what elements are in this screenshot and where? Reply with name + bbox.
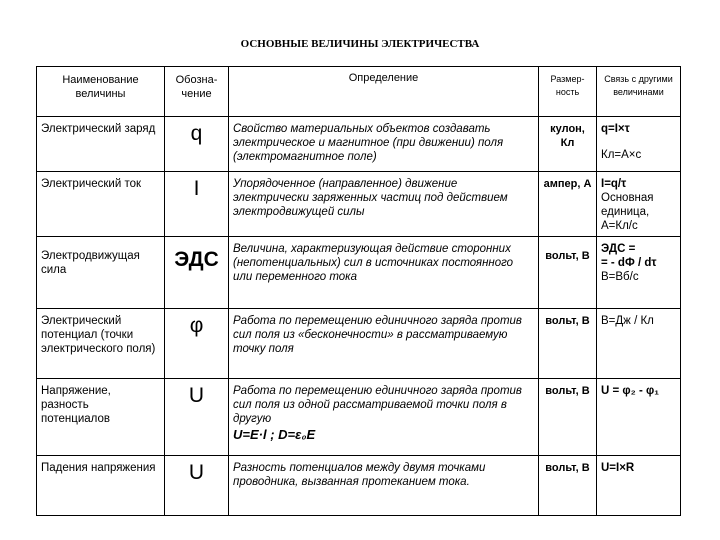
row-symbol: ЭДС [165,237,229,309]
table-row [37,117,681,172]
relation-line: В=Дж / Кл [601,315,654,327]
row-unit: кулон, Кл [539,117,597,172]
row-name: Напряжение, разность потенциалов [37,379,165,456]
row-relation [597,117,681,172]
row-name: Электрический потенциал (точки электрического поля) [37,309,165,379]
row-unit: вольт, В [539,309,597,379]
row-name: Падения напряжения [37,456,165,516]
row-symbol: U [165,456,229,516]
table-row [37,172,681,237]
row-symbol: U [165,379,229,456]
relation-line: Основная единица, А=Кл/с [601,192,654,232]
relation-line: q=I×τ [601,123,630,135]
relation-line: = - dФ / dτ [601,257,657,269]
relation-line: I=q/τ [601,178,627,190]
header-dimension: Размер- ность [539,67,597,117]
row-definition [229,379,539,456]
row-symbol: I [165,172,229,237]
row-relation [597,172,681,237]
quantities-table [36,66,681,516]
header-relation: Связь с другими величинами [597,67,681,117]
row-name: Электродвижущая сила [37,237,165,309]
row-definition: Упорядоченное (направленное) движение электрически заряженных частиц под действием электродвижущей силы [229,172,539,237]
header-symbol: Обозна- чение [165,67,229,117]
row-relation [597,379,681,456]
relation-line: В=Вб/с [601,271,639,283]
row-symbol: q [165,117,229,172]
row-unit: вольт, В [539,379,597,456]
row-unit: ампер, А [539,172,597,237]
relation-line: ЭДС = [601,243,636,255]
table-row [37,309,681,379]
row-relation [597,237,681,309]
definition-formula: U=E·l ; D=ε₀E [233,427,316,442]
row-name: Электрический заряд [37,117,165,172]
header-definition: Определение [229,67,539,117]
relation-line: U=I×R [601,462,635,474]
row-name: Электрический ток [37,172,165,237]
row-relation [597,456,681,516]
row-definition: Работа по перемещению единичного заряда против сил поля из «бесконечности» в рассматриваемую точку поля [229,309,539,379]
table-row [37,379,681,456]
row-definition: Разность потенциалов между двумя точками проводника, вызванная протеканием тока. [229,456,539,516]
relation-line: Кл=А×с [601,149,642,161]
header-name: Наименование величины [37,67,165,117]
row-relation [597,309,681,379]
header-row [37,67,681,117]
row-definition: Свойство материальных объектов создавать электрическое и магнитное (при движении) поля (электромагнитное поле) [229,117,539,172]
relation-line: U = φ₂ - φ₁ [601,385,659,397]
row-symbol: φ [165,309,229,379]
row-unit: вольт, В [539,237,597,309]
definition-text: Работа по перемещению единичного заряда против сил поля из одной рассматриваемой точки поля в другую [233,385,522,425]
page-title: ОСНОВНЫЕ ВЕЛИЧИНЫ ЭЛЕКТРИЧЕСТВА [240,38,480,50]
row-unit: вольт, В [539,456,597,516]
table-row [37,456,681,516]
row-definition: Величина, характеризующая действие сторонних (непотенциальных) сил в источниках постоянного или переменного тока [229,237,539,309]
table-row [37,237,681,309]
